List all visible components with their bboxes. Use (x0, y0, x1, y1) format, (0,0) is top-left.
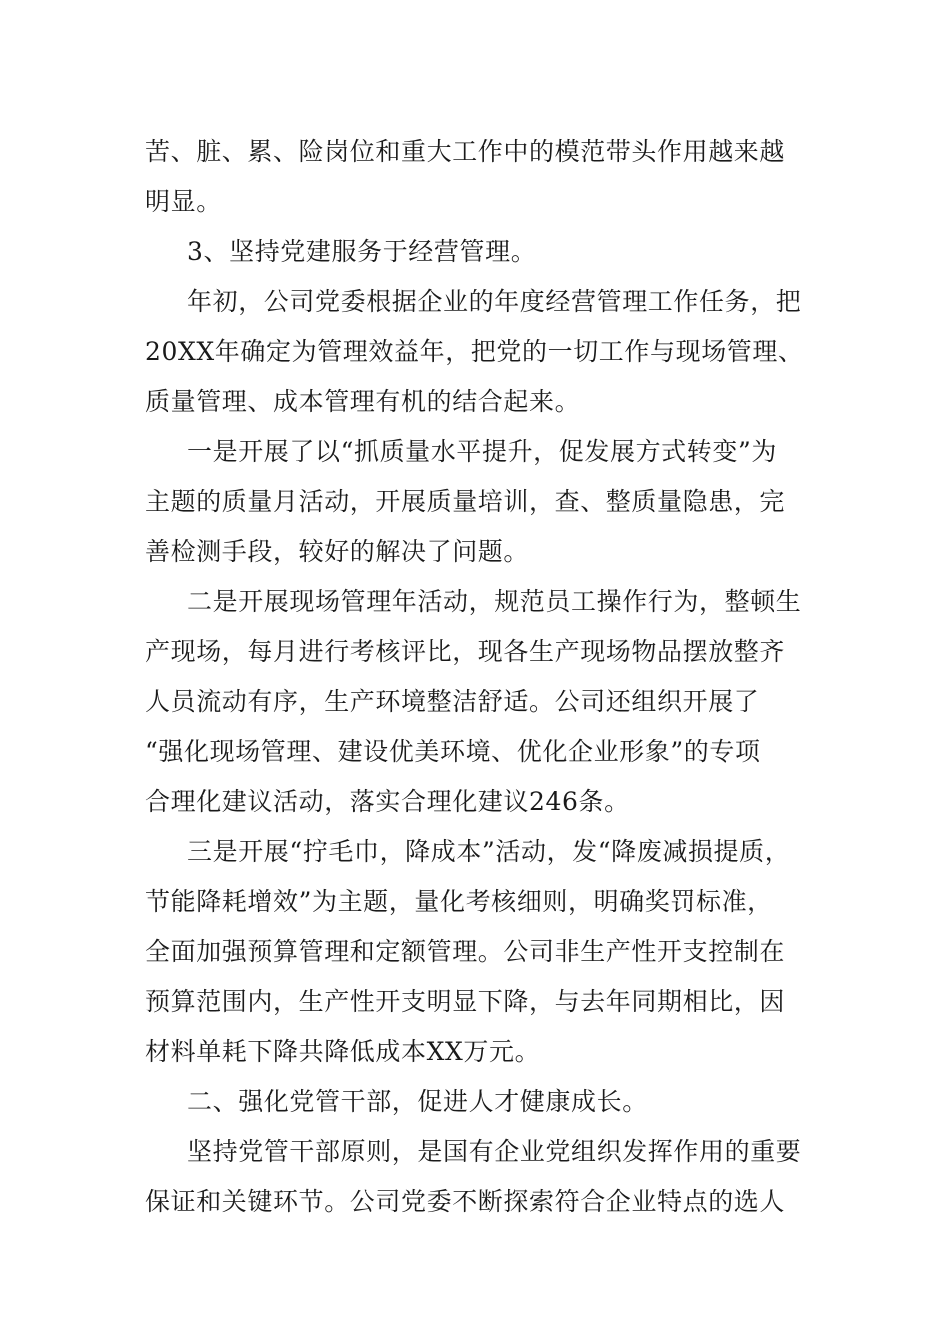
text-line: 保证和关键环节。公司党委不断探索符合企业特点的选人 (145, 1187, 786, 1216)
text-line: 材料单耗下降共降低成本XX万元。 (145, 1037, 541, 1066)
text-line: 一是开展了以“抓质量水平提升，促发展方式转变”为 (187, 437, 777, 466)
text-line: 20XX年确定为管理效益年，把党的一切工作与现场管理、 (145, 337, 804, 366)
text-line: 预算范围内，生产性开支明显下降，与去年同期相比，因 (145, 987, 786, 1016)
section-heading: 3、坚持党建服务于经营管理。 (187, 237, 537, 266)
text-line: 主题的质量月活动，开展质量培训，查、整质量隐患，完 (145, 487, 786, 516)
text-line: 苦、脏、累、险岗位和重大工作中的模范带头作用越来越 (145, 137, 786, 166)
text-line: 明显。 (145, 187, 222, 216)
text-line: 人员流动有序，生产环境整洁舒适。公司还组织开展了 (145, 687, 760, 716)
text-line: 全面加强预算管理和定额管理。公司非生产性开支控制在 (145, 937, 786, 966)
text-line: 三是开展“拧毛巾，降成本”活动，发“降废减损提质， (187, 837, 791, 866)
text-line: 合理化建议活动，落实合理化建议246条。 (145, 787, 630, 816)
text-line: 坚持党管干部原则，是国有企业党组织发挥作用的重要 (187, 1137, 802, 1166)
text-line: 二是开展现场管理年活动，规范员工操作行为，整顿生 (187, 587, 802, 616)
text-line: 年初，公司党委根据企业的年度经营管理工作任务，把 (187, 287, 802, 316)
text-line: 节能降耗增效”为主题，量化考核细则，明确奖罚标准， (145, 887, 773, 916)
text-line: 产现场，每月进行考核评比，现各生产现场物品摆放整齐 (145, 637, 786, 666)
text-line: 善检测手段，较好的解决了问题。 (145, 537, 530, 566)
text-line: “强化现场管理、建设优美环境、优化企业形象”的专项 (145, 737, 761, 766)
text-line: 质量管理、成本管理有机的结合起来。 (145, 387, 581, 416)
section-heading: 二、强化党管干部，促进人才健康成长。 (187, 1087, 648, 1116)
